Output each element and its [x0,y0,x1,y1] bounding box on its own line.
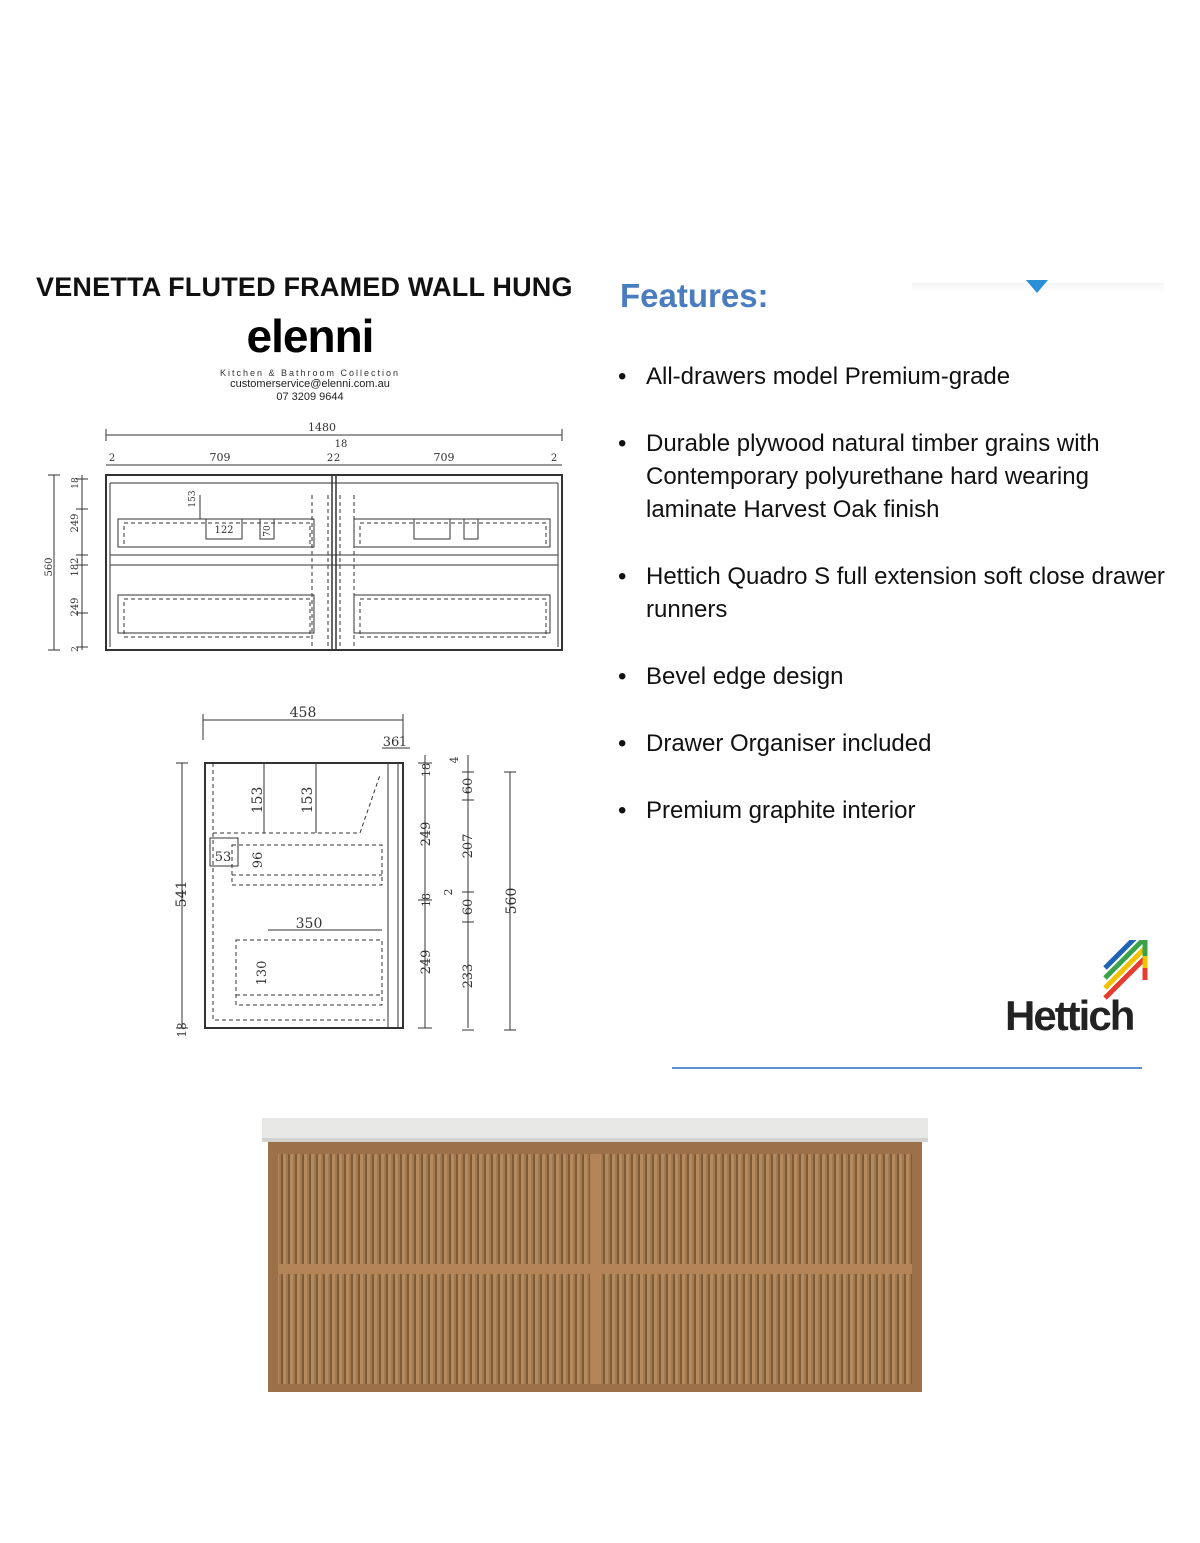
vanity-product-image [262,1118,928,1394]
dim-height-total: 560 [44,557,55,577]
dim-350: 350 [295,916,323,932]
dim-h-mid: 182 [70,557,81,577]
dim-96: 96 [251,851,266,869]
feature-item: • Bevel edge design [618,660,1178,693]
dim-r-207: 207 [461,833,476,859]
dim-back-offset-2: 1 [398,735,408,750]
dim-edge-left: 2 [108,453,116,464]
dim-153-b: 153 [300,786,316,814]
dim-mid-panel: 18 [334,439,348,450]
contact-email: customerservice@elenni.com.au [230,378,390,390]
dim-edge-right: 2 [550,453,558,464]
dim-r-4: 4 [448,756,461,764]
feature-item: • Drawer Organiser included [618,727,1178,760]
dim-r-2: 2 [442,888,455,896]
dim-r-60-b: 60 [461,898,476,916]
dim-r-249-b: 249 [419,949,434,975]
front-elevation-drawing [40,415,580,665]
drawer-top-left [278,1154,590,1264]
dim-r-18-b: 18 [420,893,433,907]
dim-inner-70: 70 [263,525,273,537]
dim-h-drawer1: 249 [70,513,81,533]
feature-item: • Durable plywood natural timber grains with Contemporary polyurethane hard wearing laminate Harvest Oak finish [618,427,1178,526]
dim-r-560: 560 [504,887,520,915]
hettich-wordmark: Hettich [1005,992,1134,1039]
elenni-logo [190,312,430,404]
product-title: VENETTA FLUTED FRAMED WALL HUNG [36,272,573,302]
feature-item: • Hettich Quadro S full extension soft close drawer runners [618,560,1178,626]
side-section-drawing [170,700,530,1050]
hettich-stripes-icon [1095,940,1155,1000]
dim-r-60-a: 60 [461,777,476,795]
dim-h-drawer2: 249 [70,597,81,617]
dim-overall-width: 1480 [308,421,336,434]
dim-h-bottom: 2 [71,646,81,652]
drawer-top-right [600,1154,912,1264]
dim-inner-153: 153 [188,490,198,508]
dim-153-a: 153 [250,786,266,814]
dim-back-offset: 36 [382,735,400,750]
drawer-bottom-right [600,1274,912,1384]
features-heading: Features: [620,277,769,314]
logo-wordmark: elenni [246,310,374,362]
dim-r-18-a: 18 [420,763,433,777]
dim-depth: 458 [289,705,317,721]
dim-height-541: 541 [174,880,190,908]
dim-r-233: 233 [461,963,476,989]
dim-right-width: 709 [433,451,455,464]
features-list [618,360,1178,861]
diamond-icon [1026,280,1048,293]
logo-tagline: Kitchen & Bathroom Collection [219,368,401,378]
dim-base-18: 18 [175,1022,189,1038]
dim-mid-gap-2: 2 [333,453,341,464]
hettich-logo [1005,940,1163,1052]
dim-r-249-a: 249 [419,821,434,847]
dim-130: 130 [255,960,270,986]
dim-h-top: 18 [71,477,81,489]
contact-phone: 07 3209 9644 [276,391,344,403]
drawer-bottom-left [278,1274,590,1384]
feature-item: • All-drawers model Premium-grade [618,360,1178,393]
dim-inner-122: 122 [214,525,234,536]
dim-53: 53 [214,850,232,865]
dim-mid-gap: 2 [326,453,334,464]
divider-rule [672,1067,1142,1069]
dim-left-width: 709 [209,451,231,464]
feature-item: • Premium graphite interior [618,794,1178,827]
